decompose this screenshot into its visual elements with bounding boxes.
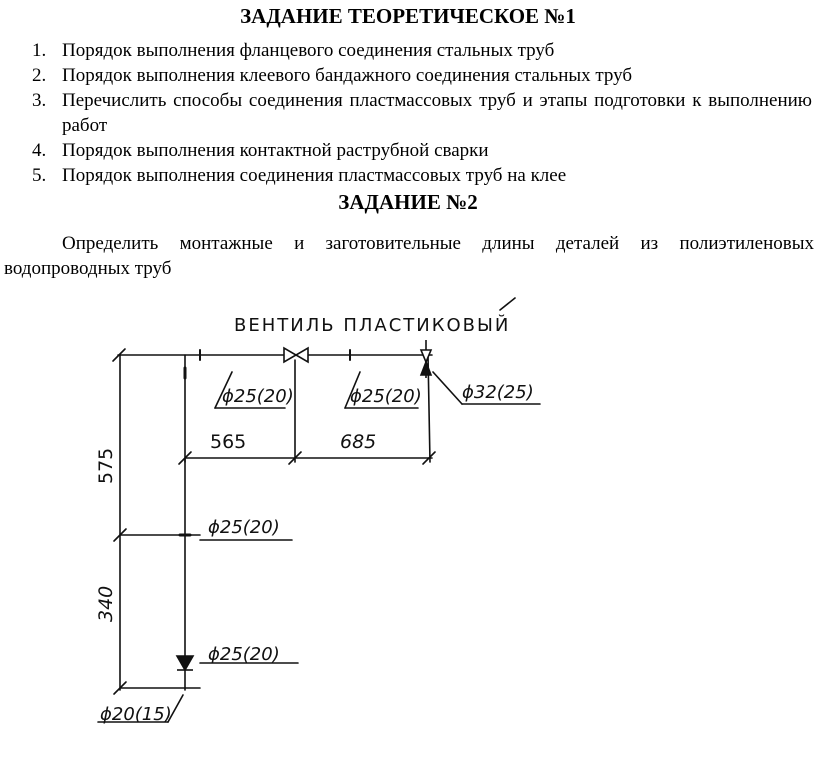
list-item — [0, 88, 812, 138]
diameter-label: ϕ25(20) — [208, 517, 280, 538]
diameter-label: ϕ25(20) — [350, 386, 422, 407]
leader-line — [500, 298, 515, 310]
list-item — [0, 63, 812, 88]
pipe-schematic — [0, 280, 816, 779]
task1-title: ЗАДАНИЕ ТЕОРЕТИЧЕСКОЕ №1 — [240, 4, 576, 28]
item-number: 2. — [32, 65, 47, 86]
item-text: Порядок выполнения контактной раструбной сварки — [62, 140, 489, 161]
leader-line — [433, 372, 462, 404]
task2-description: Определить монтажные и заготовительные длины деталей из полиэтиленовых водопроводных труб — [4, 233, 814, 279]
list-item — [0, 38, 812, 63]
list-item — [0, 138, 812, 163]
task1-list — [0, 38, 812, 188]
item-number: 1. — [32, 40, 47, 61]
item-text: Перечислить способы соединения пластмассовых труб и этапы подготовки к выполнению работ — [62, 90, 812, 136]
item-text: Порядок выполнения клеевого бандажного соединения стальных труб — [62, 65, 633, 86]
task2-title: ЗАДАНИЕ №2 — [338, 190, 478, 214]
diameter-label: ϕ25(20) — [208, 644, 280, 665]
dimension-label: 340 — [95, 585, 117, 622]
item-number: 3. — [32, 90, 47, 111]
item-number: 5. — [32, 165, 47, 186]
bottom-valve-icon — [177, 656, 193, 670]
diameter-label: ϕ32(25) — [462, 382, 534, 403]
item-number: 4. — [32, 140, 47, 161]
dimension-label: 565 — [210, 431, 247, 453]
valve-icon — [284, 348, 308, 362]
dimension-label: 575 — [95, 447, 117, 484]
diameter-label: ϕ25(20) — [222, 386, 294, 407]
list-item — [0, 163, 812, 188]
item-text: Порядок выполнения соединения пластмассовых труб на клее — [62, 165, 567, 186]
dimension-label: 685 — [340, 431, 377, 453]
valve-label: ВЕНТИЛЬ ПЛАСТИКОВЫЙ — [234, 315, 511, 336]
diameter-label: ϕ20(15) — [100, 704, 172, 725]
item-text: Порядок выполнения фланцевого соединения стальных труб — [62, 40, 555, 61]
plastic-valve-icon — [421, 340, 431, 378]
